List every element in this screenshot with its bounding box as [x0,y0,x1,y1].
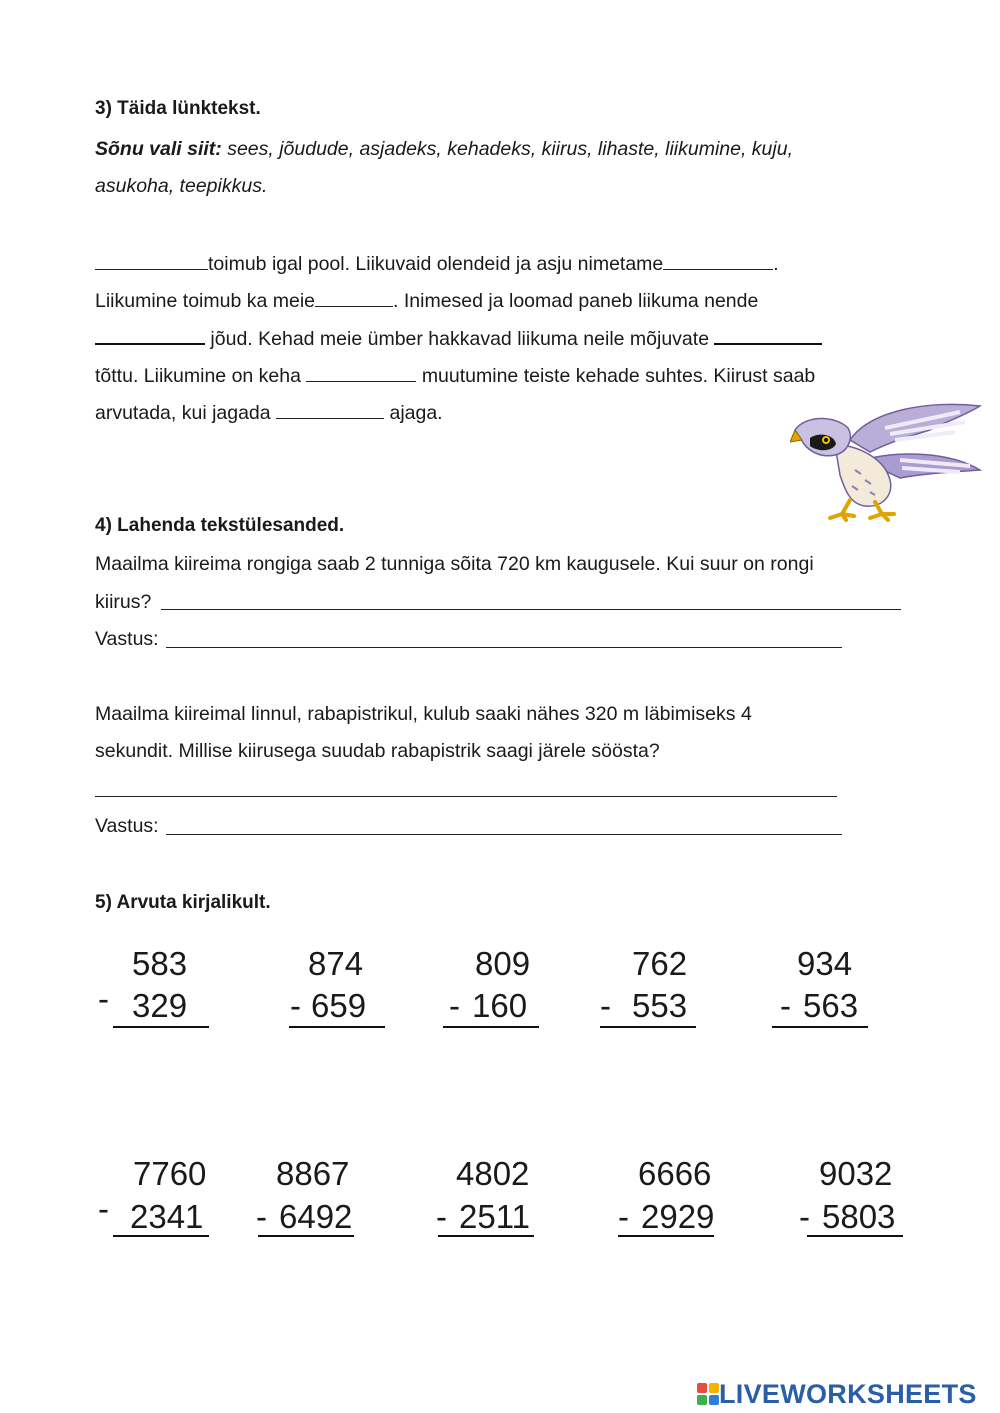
question2-line1: Maailma kiireimal linnul, rabapistrikul, kulub saaki nähes 320 m läbimiseks 4 [95,703,752,725]
liveworksheets-logo [697,1378,977,1410]
word-bank-words: sees, jõudude, asjadeks, kehadeks, kiirus, lihaste, liikumine, kuju, [221,138,793,160]
minus-sign: - [799,1198,810,1235]
minus-sign: - [290,987,301,1024]
answer-line[interactable] [438,1235,534,1237]
cloze-line5: arvutada, kui jagada ajaga. [95,402,443,424]
word-bank-line2: asukoha, teepikkus. [95,175,268,197]
minus-sign: - [449,987,460,1024]
minus-sign: - [600,987,611,1024]
minus-sign: - [256,1198,267,1235]
logo-grid-icon [697,1383,719,1405]
answer2-work-line[interactable] [95,796,837,797]
answer-line[interactable] [618,1235,714,1237]
minus-sign: - [98,980,109,1017]
blank-7[interactable] [276,400,384,419]
minus-sign: - [780,987,791,1024]
section4-heading: 4) Lahenda tekstülesanded. [95,515,345,536]
section5-heading: 5) Arvuta kirjalikult. [95,892,271,913]
falcon-icon [790,400,982,525]
blank-3[interactable] [315,288,393,307]
cloze-line1: toimub igal pool. Liikuvaid olendeid ja asju nimetame . [95,251,779,276]
answer-line[interactable] [113,1026,209,1028]
cloze-line4: tõttu. Liikumine on keha muutumine teiste kehade suhtes. Kiirust saab [95,365,816,387]
answer-line[interactable] [289,1026,385,1028]
answer1-work-line[interactable] [161,609,901,610]
minus-sign: - [618,1198,629,1235]
cloze-line3: jõud. Kehad meie ümber hakkavad liikuma neile mõjuvate [95,325,822,351]
blank-5[interactable] [714,325,822,345]
section3-heading: 3) Täida lünktekst. [95,98,261,119]
answer-line[interactable] [772,1026,868,1028]
blank-2[interactable] [663,251,773,270]
word-bank-line1 [95,138,793,161]
answer1-label: Vastus: [95,628,159,650]
answer2-line[interactable] [166,834,842,835]
blank-4[interactable] [95,325,205,345]
answer-line[interactable] [807,1235,903,1237]
answer1-line[interactable] [166,647,842,648]
answer-line[interactable] [600,1026,696,1028]
question2-line2: sekundit. Millise kiirusega suudab rabapistrik saagi järele söösta? [95,740,660,762]
minus-sign: - [436,1198,447,1235]
answer-line[interactable] [258,1235,354,1237]
answer-line[interactable] [113,1235,209,1237]
cloze-line2: Liikumine toimub ka meie . Inimesed ja loomad paneb liikuma nende [95,290,759,312]
logo-text: LIVEWORKSHEETS [719,1378,977,1409]
blank-1[interactable] [95,251,208,270]
answer-line[interactable] [443,1026,539,1028]
blank-6[interactable] [306,363,416,382]
question1-line1: Maailma kiireima rongiga saab 2 tunniga sõita 720 km kaugusele. Kui suur on rongi [95,553,814,575]
answer2-label: Vastus: [95,815,159,837]
question1-line2: kiirus? [95,591,152,613]
word-bank-label: Sõnu vali siit: [95,138,222,160]
minus-sign: - [98,1190,109,1227]
